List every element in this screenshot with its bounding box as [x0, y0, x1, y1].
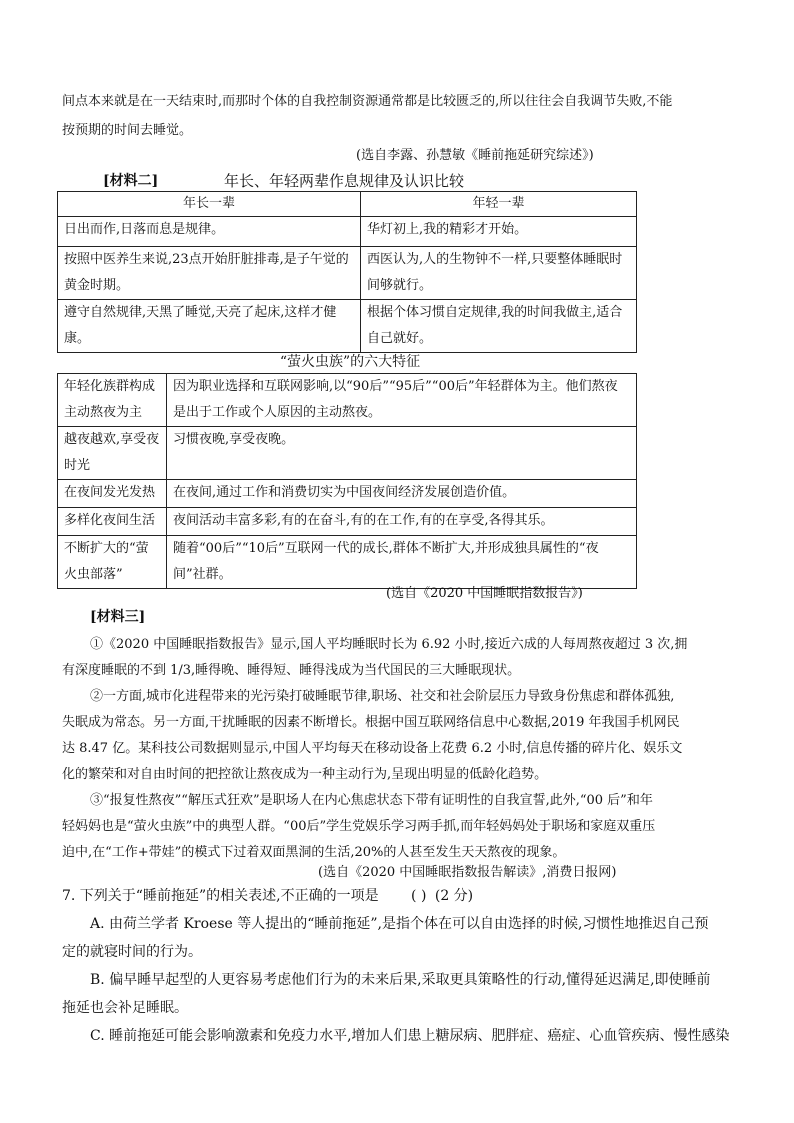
option-c-l1: C. 睡前拖延可能会影响激素和免疫力水平,增加人们患上糖尿病、肥胖症、癌症、心血管疾病、慢性感染	[90, 1028, 730, 1044]
feature-desc-1: 因为职业选择和互联网影响,以“90后”“95后”“00后”年轻群体为主。他们熬夜是出于工作或个人原因的主动熬夜。	[167, 374, 637, 427]
m3-p2-l1: ②一方面,城市化进程带来的光污染打破睡眠节律,职场、社交和社会阶层压力导致身份焦虑和群体孤独,	[90, 689, 675, 704]
younger-row-2: 西医认为,人的生物钟不一样,只要整体睡眠时间够就行。	[361, 247, 637, 300]
source-2: (选自《2020 中国睡眠指数报告》)	[386, 586, 583, 601]
source-1: (选自李露、孙慧敏《睡前拖延研究综述》)	[356, 148, 594, 163]
feature-name-2: 越夜越欢,享受夜时光	[58, 427, 167, 480]
table1-title: 年长、年轻两辈作息规律及认识比较	[224, 172, 465, 190]
material2-tag: [材料二]	[103, 173, 159, 189]
answer-blank: ( )	[411, 888, 427, 904]
intro-line-2: 按预期的时间去睡觉。	[62, 123, 193, 138]
m3-p2-l3: 达 8.47 亿。某科技公司数据则显示,中国人平均每天在移动设备上花费 6.2 小时,信息传播的碎片化、娱乐文	[62, 741, 683, 756]
feature-desc-2: 习惯夜晚,享受夜晚。	[167, 427, 637, 480]
older-row-3: 遵守自然规律,天黑了睡觉,天亮了起床,这样才健康。	[58, 300, 361, 353]
feature-desc-5: 随着“00后”“10后”互联网一代的成长,群体不断扩大,并形成独具属性的“夜间”社群。	[167, 536, 637, 589]
m3-p1-l1: ①《2020 中国睡眠指数报告》显示,国人平均睡眠时长为 6.92 小时,接近六成的人每周熬夜超过 3 次,拥	[90, 637, 688, 652]
feature-name-5: 不断扩大的“萤火虫部落”	[58, 536, 167, 589]
option-b-l1: B. 偏早睡早起型的人更容易考虑他们行为的未来后果,采取更具策略性的行动,懂得延迟满足,即使睡前	[90, 972, 711, 988]
feature-name-1: 年轻化族群构成主动熬夜为主	[58, 374, 167, 427]
feature-desc-3: 在夜间,通过工作和消费切实为中国夜间经济发展创造价值。	[167, 480, 637, 508]
table2-title: “萤火虫族”的六大特征	[279, 354, 421, 370]
option-a-l2: 定的就寝时间的行为。	[62, 944, 202, 960]
question-stem	[62, 885, 473, 907]
younger-row-1: 华灯初上,我的精彩才开始。	[361, 217, 637, 247]
m3-p3-l1: ③“报复性熬夜”“解压式狂欢”是职场人在内心焦虑状态下带有证明性的自我宣誓,此外,“00 后”和年	[90, 793, 653, 808]
m3-p3-l2: 轻妈妈也是“萤火虫族”中的典型人群。“00后”学生党娱乐学习两手抓,而年轻妈妈处于职场和家庭双重压	[62, 819, 656, 834]
m3-p2-l2: 失眠成为常态。另一方面,干扰睡眠的因素不断增长。根据中国互联网络信息中心数据,2019 年我国手机网民	[62, 715, 680, 730]
younger-row-3: 根据个体习惯自定规律,我的时间我做主,适合自己就好。	[361, 300, 637, 353]
m3-p3-l3: 迫中,在“工作+带娃”的模式下过着双面黑洞的生活,20%的人甚至发生天天熬夜的现象。	[62, 845, 566, 860]
m3-p2-l4: 化的繁荣和对自由时间的把控欲让熬夜成为一种主动行为,呈现出明显的低龄化趋势。	[62, 767, 548, 782]
header-older: 年长一辈	[58, 192, 361, 217]
features-table	[57, 373, 637, 589]
header-younger: 年轻一辈	[361, 192, 637, 217]
feature-name-4: 多样化夜间生活	[58, 508, 167, 536]
option-b-l2: 拖延也会补足睡眠。	[62, 1000, 188, 1016]
older-row-2: 按照中医养生来说,23点开始肝脏排毒,是子午觉的黄金时期。	[58, 247, 361, 300]
question-score: (2 分)	[434, 888, 474, 904]
intro-line-1: 间点本来就是在一天结束时,而那时个体的自我控制资源通常都是比较匮乏的,所以往往会自我调节失败,不能	[62, 94, 673, 109]
source-3: (选自《2020 中国睡眠指数报告解读》,消费日报网)	[318, 865, 617, 880]
feature-name-3: 在夜间发光发热	[58, 480, 167, 508]
question-stem-text: 7. 下列关于“睡前拖延”的相关表述,不正确的一项是	[62, 888, 379, 904]
older-row-1: 日出而作,日落而息是规律。	[58, 217, 361, 247]
comparison-table	[57, 191, 637, 353]
material3-tag: [材料三]	[90, 609, 146, 625]
option-a-l1: A. 由荷兰学者 Kroese 等人提出的“睡前拖延”,是指个体在可以自由选择的时候,习惯性地推迟自己预	[90, 916, 709, 932]
feature-desc-4: 夜间活动丰富多彩,有的在奋斗,有的在工作,有的在享受,各得其乐。	[167, 508, 637, 536]
m3-p1-l2: 有深度睡眠的不到 1/3,睡得晚、睡得短、睡得浅成为当代国民的三大睡眠现状。	[62, 663, 521, 678]
